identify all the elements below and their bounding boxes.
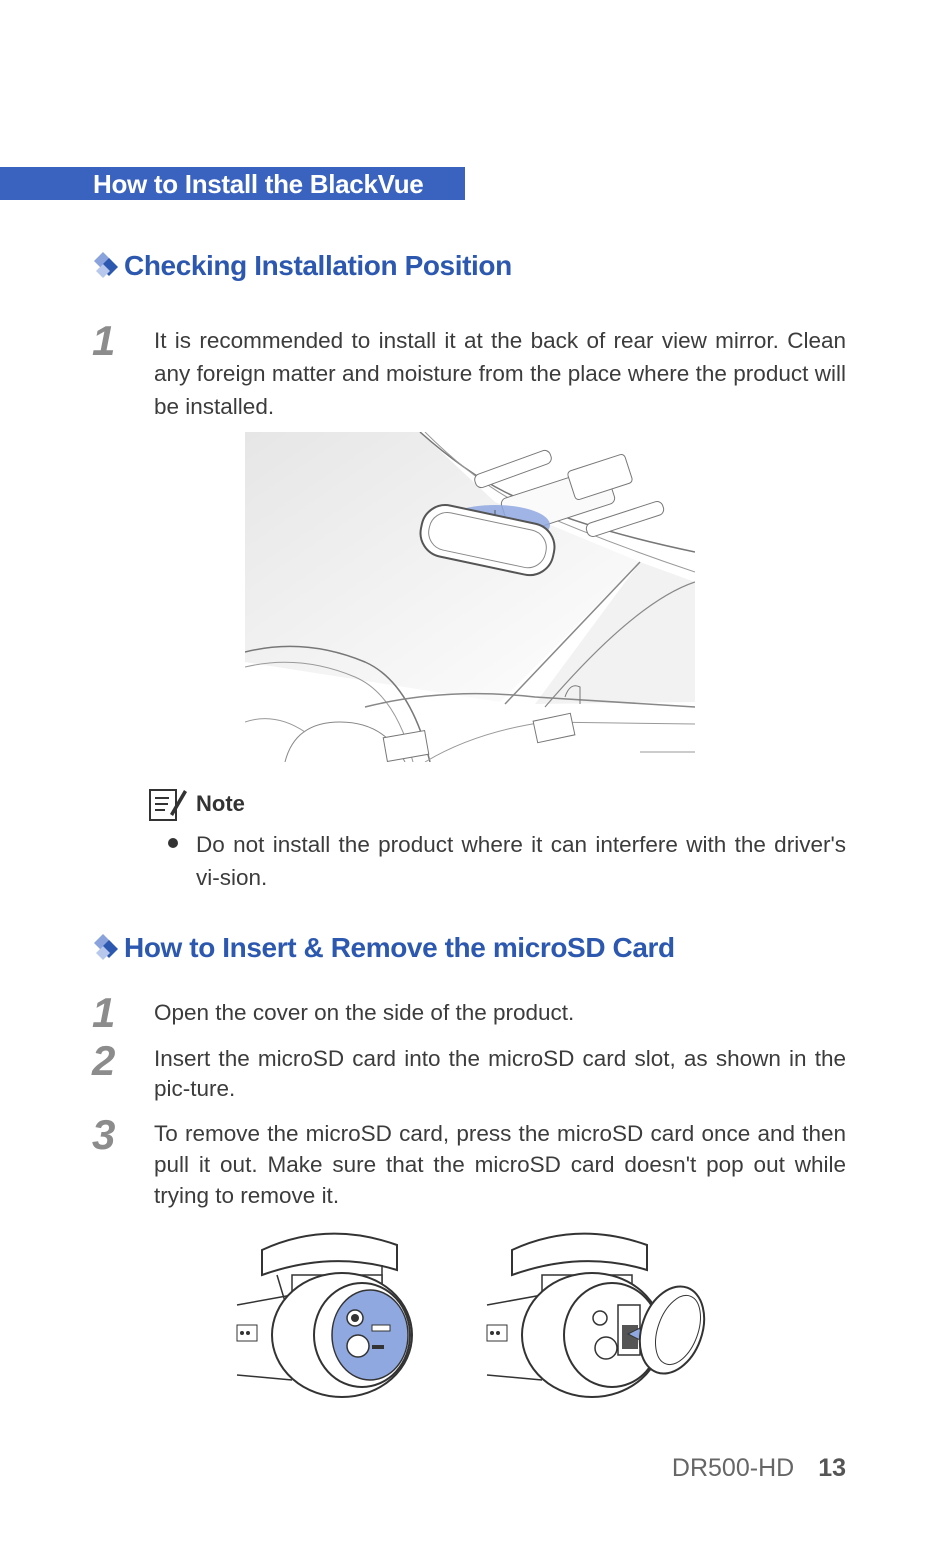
note-pencil-icon [148,786,188,822]
camera-cover-open-illustration [482,1230,707,1405]
step-text: To remove the microSD card, press the microSD card once and then pull it out. Make sure that the microSD card doesn't pop out while trying to remove it. [154,1121,846,1208]
diamond-bullet-icon [92,931,122,965]
banner-title: How to Install the BlackVue [93,169,424,199]
step-text: Open the cover on the side of the product. [154,1000,575,1025]
note-header [148,786,245,822]
step-text: Insert the microSD card into the microSD card slot, as shown in the pic-ture. [154,1046,846,1101]
step-text: It is recommended to install it at the back of rear view mirror. Clean any foreign matter and moisture from the place where the product will be installed. [154,328,846,419]
note-label: Note [196,791,245,816]
step-number: 2 [92,1037,116,1084]
windshield-mirror-illustration [245,432,695,762]
note-bullet-icon [168,838,178,848]
page-footer [672,1454,846,1483]
step-number: 1 [92,989,116,1036]
model-name: DR500-HD [671,1454,795,1482]
note-item: Do not install the product where it can interfere with the driver's vi-sion. [196,832,846,890]
section-heading-microsd [92,930,675,966]
section-title: Checking Installation Position [124,250,512,281]
page-number: 13 [818,1454,846,1482]
step-number: 1 [92,317,116,364]
diamond-bullet-icon [92,249,122,283]
section-heading-installation-position [92,248,512,284]
section-title: How to Insert & Remove the microSD Card [124,932,675,963]
camera-cover-closed-illustration [232,1230,417,1405]
step-number: 3 [92,1111,116,1158]
